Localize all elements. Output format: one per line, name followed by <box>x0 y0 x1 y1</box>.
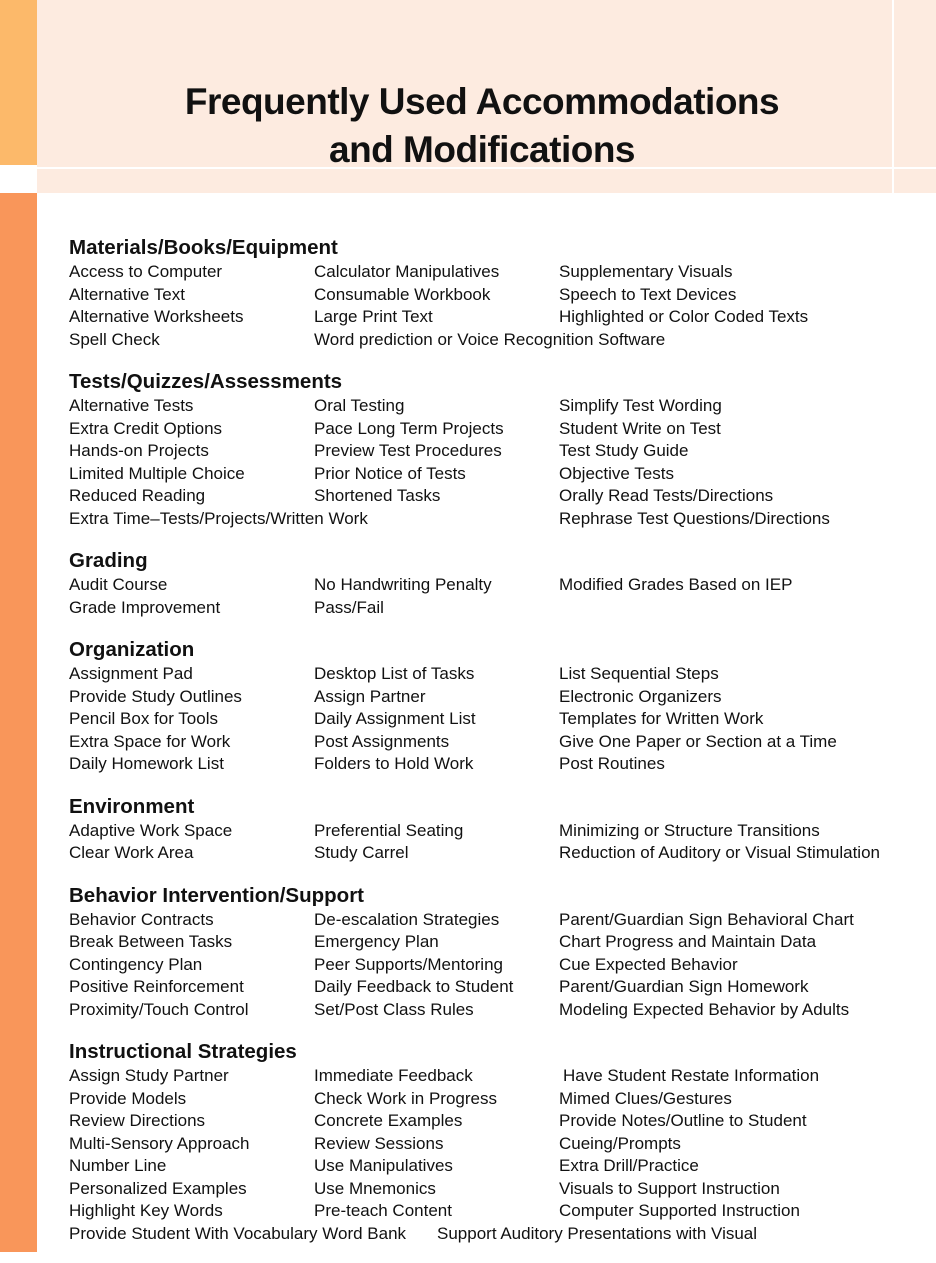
list-item: Alternative Worksheets <box>69 307 244 326</box>
list-row <box>69 1133 929 1156</box>
list-item: Personalized Examples <box>69 1178 247 1198</box>
list-item: Computer Supported Instruction <box>559 1201 800 1220</box>
list-row <box>69 954 929 977</box>
list-item: Review Directions <box>69 1111 206 1130</box>
list-item: Immediate Feedback <box>314 1066 473 1085</box>
list-item: Number Line <box>69 1156 167 1175</box>
section <box>69 794 929 865</box>
list-item: Objective Tests <box>559 463 674 483</box>
list-item: Folders to Hold Work <box>314 754 474 773</box>
list-item: Supplementary Visuals <box>559 262 733 281</box>
section <box>69 369 929 530</box>
list-row <box>69 395 929 418</box>
list-item: Highlight Key Words <box>69 1201 223 1220</box>
list-row <box>69 261 929 284</box>
page-title-line-2: and Modifications <box>329 129 635 170</box>
list-item: Study Carrel <box>314 843 409 862</box>
list-item: Oral Testing <box>314 396 405 415</box>
list-item: Mimed Clues/Gestures <box>559 1088 732 1108</box>
list-item: Provide Notes/Outline to Student <box>559 1111 807 1130</box>
list-item: Shortened Tasks <box>314 486 441 505</box>
list-item: Calculator Manipulatives <box>314 262 500 281</box>
list-item: Assign Study Partner <box>69 1066 229 1085</box>
list-item: Daily Feedback to Student <box>314 977 514 996</box>
list-item: Pace Long Term Projects <box>314 418 504 438</box>
list-item: Peer Supports/Mentoring <box>314 954 503 974</box>
list-row <box>69 1088 929 1111</box>
section <box>69 548 929 619</box>
list-row <box>69 663 929 686</box>
list-row <box>69 1200 929 1223</box>
list-item: Multi-Sensory Approach <box>69 1133 250 1153</box>
list-item: Modified Grades Based on IEP <box>559 575 793 594</box>
section-heading: Organization <box>69 638 195 661</box>
list-item: Student Write on Test <box>559 418 721 438</box>
list-item: Grade Improvement <box>69 597 221 617</box>
list-item: Visuals to Support Instruction <box>559 1178 780 1198</box>
list-item: Support Auditory Presentations with Visual <box>437 1223 758 1243</box>
list-item: Templates for Written Work <box>559 709 764 728</box>
list-row <box>69 708 929 731</box>
list-item: No Handwriting Penalty <box>314 575 492 594</box>
section <box>69 1039 929 1245</box>
list-item: Pass/Fail <box>314 597 384 617</box>
list-item: Have Student Restate Information <box>563 1066 820 1085</box>
accommodations-list <box>69 235 929 1263</box>
list-item: Use Manipulatives <box>314 1156 453 1175</box>
list-item: Reduced Reading <box>69 486 206 505</box>
list-item: Positive Reinforcement <box>69 977 244 996</box>
list-item: Clear Work Area <box>69 843 194 862</box>
decorative-stripe-bottom <box>0 193 37 1252</box>
list-item: Cueing/Prompts <box>559 1133 681 1153</box>
list-row <box>69 485 929 508</box>
list-item: Consumable Workbook <box>314 284 491 304</box>
list-item: Concrete Examples <box>314 1111 463 1130</box>
section-heading: Instructional Strategies <box>69 1040 297 1063</box>
list-item: Provide Study Outlines <box>69 686 242 706</box>
list-row <box>69 597 929 620</box>
list-item: Assignment Pad <box>69 664 193 683</box>
list-item: Provide Models <box>69 1088 187 1108</box>
list-item: Test Study Guide <box>559 441 689 460</box>
list-row <box>69 508 929 531</box>
list-item: Cue Expected Behavior <box>559 954 738 974</box>
list-row <box>69 976 929 999</box>
list-item: Set/Post Class Rules <box>314 999 474 1019</box>
list-item: Extra Drill/Practice <box>559 1156 699 1175</box>
list-item: Pencil Box for Tools <box>69 709 218 728</box>
list-item: Electronic Organizers <box>559 686 722 706</box>
list-row <box>69 1155 929 1178</box>
list-item: Give One Paper or Section at a Time <box>559 731 837 751</box>
list-item: Audit Course <box>69 575 168 594</box>
list-item: Chart Progress and Maintain Data <box>559 932 817 951</box>
list-item: Alternative Tests <box>69 396 194 415</box>
list-item: Preferential Seating <box>314 820 464 840</box>
list-item: Alternative Text <box>69 284 185 304</box>
list-item: Post Assignments <box>314 731 450 751</box>
list-item: Rephrase Test Questions/Directions <box>559 508 830 528</box>
list-item: Word prediction or Voice Recognition Software <box>314 329 666 349</box>
list-item: Break Between Tasks <box>69 932 233 951</box>
list-row <box>69 1223 929 1246</box>
list-item: Hands-on Projects <box>69 441 209 460</box>
list-row <box>69 1110 929 1133</box>
list-item: Simplify Test Wording <box>559 396 722 415</box>
list-item: Assign Partner <box>314 686 426 706</box>
list-item: Proximity/Touch Control <box>69 999 249 1019</box>
section-heading: Behavior Intervention/Support <box>69 883 364 907</box>
section-heading: Tests/Quizzes/Assessments <box>69 370 343 393</box>
section <box>69 883 929 1022</box>
list-row <box>69 329 929 352</box>
list-item: Extra Time–Tests/Projects/Written Work <box>69 508 368 528</box>
list-row <box>69 284 929 307</box>
list-row <box>69 909 929 932</box>
list-item: Modeling Expected Behavior by Adults <box>559 999 850 1019</box>
list-item: Orally Read Tests/Directions <box>559 486 774 505</box>
list-row <box>69 440 929 463</box>
decorative-stripe-top <box>0 0 37 165</box>
list-item: Speech to Text Devices <box>559 284 737 304</box>
section <box>69 235 929 351</box>
list-row <box>69 931 929 954</box>
list-row <box>69 686 929 709</box>
list-item: Large Print Text <box>314 307 433 326</box>
list-item: Desktop List of Tasks <box>314 664 475 683</box>
list-item: Limited Multiple Choice <box>69 463 245 483</box>
list-row <box>69 418 929 441</box>
list-row <box>69 820 929 843</box>
list-item: Use Mnemonics <box>314 1178 436 1198</box>
page-title <box>37 78 927 174</box>
section-heading: Grading <box>69 549 148 572</box>
list-row <box>69 574 929 597</box>
list-item: Reduction of Auditory or Visual Stimulation <box>559 843 880 862</box>
list-row <box>69 1178 929 1201</box>
list-item: Pre-teach Content <box>314 1201 452 1220</box>
list-row <box>69 463 929 486</box>
list-item: Extra Credit Options <box>69 418 223 438</box>
list-item: Check Work in Progress <box>314 1088 497 1108</box>
list-row <box>69 842 929 865</box>
page-title-line-1: Frequently Used Accommodations <box>184 81 780 122</box>
list-item: Prior Notice of Tests <box>314 463 466 483</box>
list-row <box>69 306 929 329</box>
list-item: Contingency Plan <box>69 954 203 974</box>
list-item: Daily Assignment List <box>314 709 476 728</box>
list-item: Spell Check <box>69 329 160 349</box>
list-item: Provide Student With Vocabulary Word Bank <box>69 1223 407 1243</box>
list-item: List Sequential Steps <box>559 664 719 683</box>
list-item: Adaptive Work Space <box>69 820 233 840</box>
list-item: Post Routines <box>559 754 665 773</box>
section-heading: Materials/Books/Equipment <box>69 236 338 259</box>
list-item: Highlighted or Color Coded Texts <box>559 307 809 326</box>
section-heading: Environment <box>69 794 195 818</box>
list-row <box>69 731 929 754</box>
list-item: Emergency Plan <box>314 932 439 951</box>
list-item: Behavior Contracts <box>69 909 214 929</box>
list-item: Parent/Guardian Sign Behavioral Chart <box>559 909 854 929</box>
list-item: Access to Computer <box>69 262 223 281</box>
section <box>69 637 929 776</box>
list-row <box>69 753 929 776</box>
list-row <box>69 999 929 1022</box>
list-item: Preview Test Procedures <box>314 441 502 460</box>
list-item: Daily Homework List <box>69 754 224 773</box>
list-item: Review Sessions <box>314 1133 444 1153</box>
list-item: Extra Space for Work <box>69 731 231 751</box>
list-item: Minimizing or Structure Transitions <box>559 820 820 840</box>
list-row <box>69 1065 929 1088</box>
list-item: De-escalation Strategies <box>314 909 500 929</box>
list-item: Parent/Guardian Sign Homework <box>559 977 809 996</box>
